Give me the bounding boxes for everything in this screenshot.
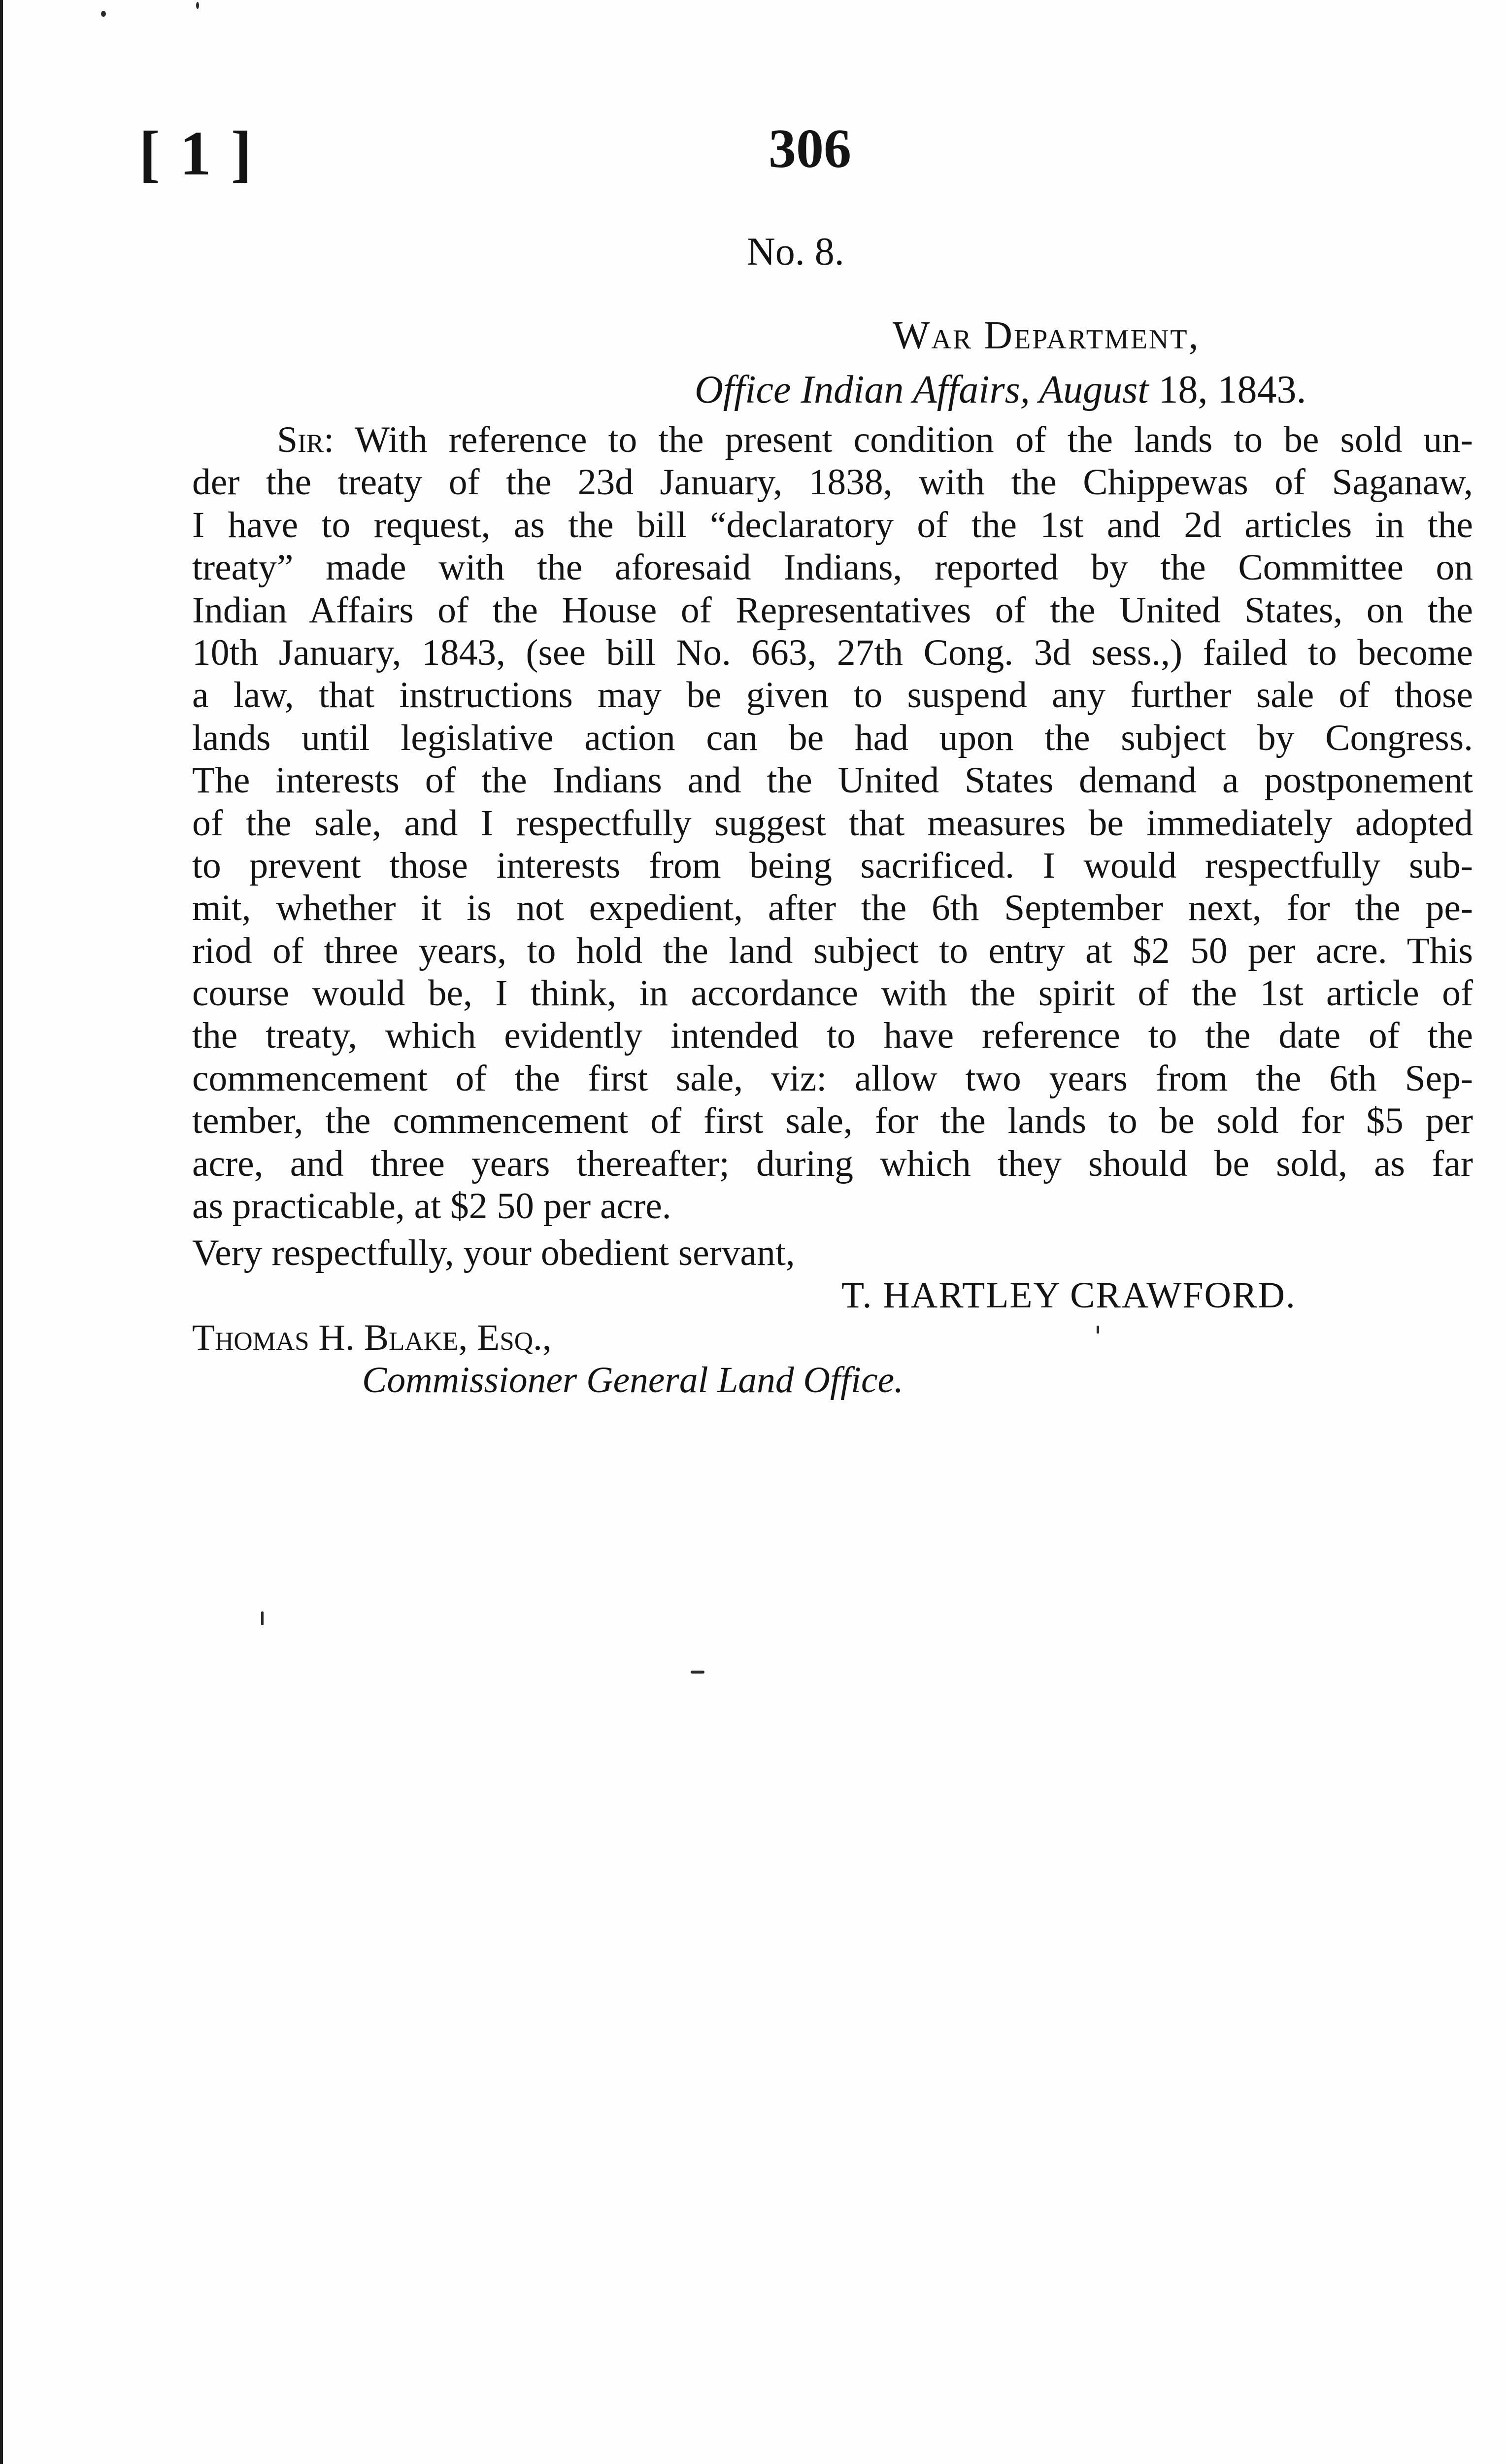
office-date-line	[695, 368, 1306, 412]
body-line: course would be, I think, in accordance with the spirit of the 1st article of	[192, 973, 1473, 1014]
department-name: War Department,	[893, 314, 1200, 357]
body-line: of the sale, and I respectfully suggest that measures be immediately adopted	[192, 802, 1473, 844]
page-bracket-label: [ 1 ]	[139, 118, 254, 188]
body-line: the treaty, which evidently intended to have reference to the date of the	[192, 1015, 1473, 1057]
body-line: treaty” made with the aforesaid Indians, reported by the Committee on	[192, 547, 1473, 588]
body-line: 10th January, 1843, (see bill No. 663, 27th Cong. 3d sess.,) failed to become	[192, 632, 1473, 673]
body-line: Sir: With reference to the present condition of the lands to be sold un-	[277, 419, 1473, 460]
scan-speck	[1097, 1326, 1099, 1334]
body-line: tember, the commencement of first sale, for the lands to be sold for $5 per	[192, 1100, 1473, 1142]
body-line: acre, and three years thereafter; during which they should be sold, as far	[192, 1143, 1473, 1184]
body-line: I have to request, as the bill “declaratory of the 1st and 2d articles in the	[192, 504, 1473, 546]
body-line: lands until legislative action can be had upon the subject by Congress.	[192, 717, 1473, 758]
document-number: No. 8.	[747, 230, 844, 274]
letter-body	[192, 419, 1473, 1228]
body-line: riod of three years, to hold the land subject to entry at $2 50 per acre. This	[192, 930, 1473, 971]
signature: T. HARTLEY CRAWFORD.	[841, 1275, 1296, 1316]
letter-date: 18, 1843.	[1148, 368, 1306, 411]
scan-speck	[261, 1611, 264, 1625]
body-line: The interests of the Indians and the United States demand a postponement	[192, 760, 1473, 801]
addressee-title: Commissioner General Land Office.	[362, 1360, 904, 1401]
addressee-name: Thomas H. Blake, Esq.,	[192, 1317, 552, 1358]
body-line: der the treaty of the 23d January, 1838, with the Chippewas of Saganaw,	[192, 462, 1473, 503]
scan-speck	[691, 1671, 704, 1674]
closing-line: Very respectfully, your obedient servant,	[192, 1232, 795, 1273]
salutation: Sir	[277, 419, 324, 460]
scan-speck	[101, 11, 106, 17]
body-line: a law, that instructions may be given to suspend any further sale of those	[192, 675, 1473, 716]
body-line: commencement of the first sale, viz: allow two years from the 6th Sep-	[192, 1058, 1473, 1099]
scan-speck	[196, 2, 199, 9]
page-number: 306	[769, 118, 851, 179]
scan-edge-left	[0, 0, 3, 2464]
body-line: mit, whether it is not expedient, after the 6th September next, for the pe-	[192, 888, 1473, 929]
body-line: as practicable, at $2 50 per acre.	[192, 1186, 671, 1227]
body-line: to prevent those interests from being sacrificed. I would respectfully sub-	[192, 845, 1473, 886]
office-name: Office Indian Affairs, August	[695, 368, 1149, 411]
body-line: Indian Affairs of the House of Representatives of the United States, on the	[192, 589, 1473, 631]
